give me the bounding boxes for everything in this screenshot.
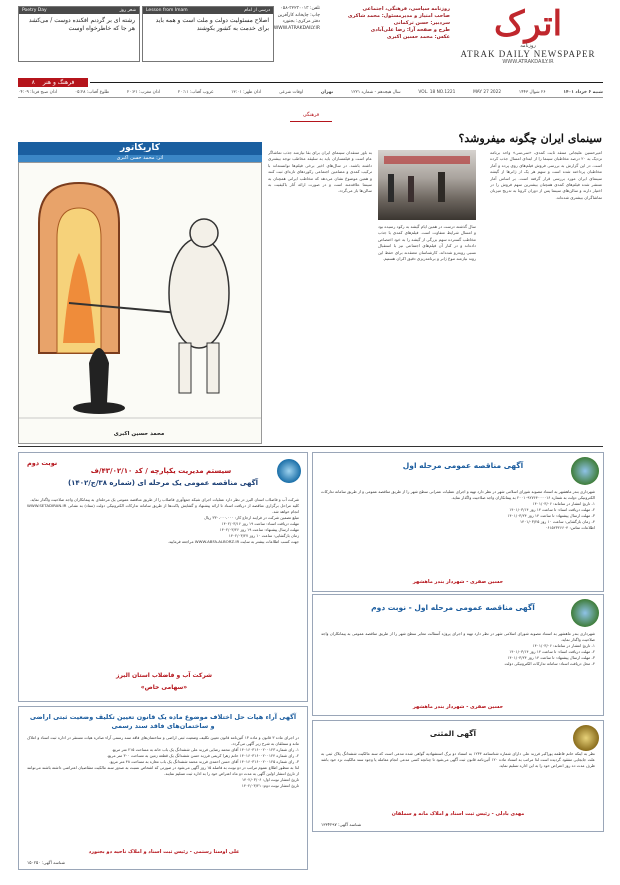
land-dispute-ad-title: آگهی آراء هیات حل اختلاف موضوع ماده یک قانون تعیین تکلیف وضعیت ثبتی اراضی و ساختمان‌های فاقد سند رسمی [29, 713, 297, 730]
lesson-title: Lesson from Imam [146, 8, 188, 13]
ad-line: در اجرای ماده ۳ قانون و ماده ۱۳ آئین‌نامه قانون تعیین تکلیف وضعیت ثبتی اراضی و ساختمان‌های فاقد سند رسمی آراء صادره هیات مستقر در اداره ثبت اسناد و املاک مانه و سملقان به شرح زیر آگهی می‌گردد. [27, 735, 299, 746]
section-divider [18, 446, 603, 447]
cartoon-title: کاریکاتور [18, 142, 262, 155]
ad-line: شهرداری بندر ماهشهر به استناد مصوبه شورای اسلامی شهر در نظر دارد تهیه و اجرای عملیات عمرانی سطح شهر را از طریق مناقصه عمومی و از طریق سامانه تدارکات الکترونیکی دولت به شماره ۲۰۰۱۰۹۲۷۶۴۰۰۰۰۱۶ به پیمانکاران واجد صلاحیت واگذار نماید. [321, 489, 595, 500]
info2-line: دفتر مرکزی: بجنورد [282, 19, 320, 24]
ad-line: ۲- رای شماره ۱۴۰۱۶۰۳۱۶۰۰۲۰۰۱۲۴ خانم زهرا کریمی فرزند حسن ششدانگ یک قطعه زمین به مساحت ۳۰۰ متر مربع. [106, 753, 299, 758]
page-number: ۸ [31, 79, 35, 86]
registry-emblem-icon [573, 725, 599, 751]
ad-line: کلیه مراحل برگزاری مناقصه از دریافت اسناد تا ارائه پیشنهاد و گشایش پاکت‌ها از طریق سامانه تدارکات الکترونیکی دولت (ستاد) به نشانی WWW.SETADIRAN.IR انجام خواهد شد. [27, 503, 299, 514]
date-item: غروب آفتاب: ۲۰:۱۱ [177, 90, 214, 95]
land-dispute-ad-signature: علی اوستا رستمی - رئیس ثبت اسناد و املاک ناحیه دو بجنورد [88, 849, 240, 855]
water-tender-ad-subtitle: آگهی مناقصه عمومی یک مرحله ای (شماره ۳۸/ج/۱۴۰۲) [67, 479, 259, 487]
ad-line: ۱- تاریخ انتشار در سامانه: ۱۴۰۱/۰۳/۰۶ [532, 501, 595, 506]
lesson-text: اصلاح مسئولیت دولت و ملت است و همه باید برای خدمت به کشور بکوشند [155, 17, 269, 32]
tender-ad-2-title: آگهی مناقصه عمومی مرحله اول - نوبت دوم [371, 603, 535, 612]
info-line: صاحب امتیاز و مدیرمسئول: محمد شاکری [347, 13, 450, 19]
poetry-box [18, 6, 140, 62]
water-tender-ad-title: سیستم مدیریت یکپارچه / کد ۴۳/۰۲/۱۰/ف [90, 467, 232, 475]
article-column-1: امیرحسین علیجانی منتقد ثابت کمدی، «سی‌سی» واحد برنامه نزدیک به ۲۰ درصد مخاطبان سینما را از ابتدای امسال جذب کرده است. در این گزارش به بررسی فروش فیلم‌های روی پرده و آمار مخاطبان پرداخته شده است و سهم هر یک از ژانرها از گیشه سینمای ایران مورد بررسی قرار گرفته است. بر اساس آمار منتشر شده فیلم‌های کمدی همچنان بیشترین سهم فروش را در اختیار دارند و سالن‌های سینما پس از دوران کرونا به تدریج میزبان تماشاگران بیشتری شده‌اند. [490, 150, 602, 200]
cartoon-image [18, 162, 262, 444]
info2-line: WWW.ATRAKDAILY.IR [273, 25, 320, 31]
date-item: اذان ظهر: ۱۳:۰۱ [231, 90, 262, 95]
cinema-photo [378, 150, 476, 220]
water-tender-ad-org-type: «سهامی خاص» [140, 684, 188, 691]
date-item: طلوع آفتاب: ۰۵:۲۸ [74, 90, 110, 95]
masthead-info [300, 6, 450, 41]
ad-line: تاریخ انتشار نوبت دوم: ۱۴۰۲/۰۳/۲۱ [241, 783, 299, 788]
logo-text: اترک [493, 4, 563, 44]
tender-ad-1-title: آگهی مناقصه عمومی مرحله اول [402, 461, 524, 470]
logo-english: ATRAK DAILY NEWSPAPER [460, 49, 596, 60]
date-item: VOL. 18 NO.1221 [418, 90, 456, 95]
lesson-box [142, 6, 274, 62]
date-item: اذان صبح فردا: ۰۴:۰۹ [18, 90, 58, 95]
ad-line: ۲- مهلت دریافت اسناد: تا ساعت ۱۴ روز ۱۴۰۱/۰۳/۱۴ [509, 507, 595, 512]
info-line: عکس: محمد حسین اکبری [386, 34, 450, 40]
ad-line: ۲- مهلت دریافت اسناد: تا ساعت ۱۴ روز ۱۴۰۱/۰۳/۱۴ [509, 649, 595, 654]
lost-deed-ad [312, 720, 604, 832]
ad-line: ۱- رای شماره ۱۴۰۱۶۰۳۱۶۰۰۲۰۰۱۲۳ آقای محمد رضایی فرزند علی ششدانگ یک باب خانه به مساحت ۲۱۵ متر مربع. [111, 747, 299, 752]
ad-line: ۳- رای شماره ۱۴۰۱۶۰۳۱۶۰۰۲۰۰۱۲۵ آقای حسن احمدی فرزند محمد ششدانگ یک باب مغازه به مساحت ۴۸ متر مربع. [109, 759, 299, 764]
poetry-title: Poetry Day [22, 8, 47, 13]
ad-line: شرکت آب و فاضلاب استان البرز در نظر دارد عملیات اجرای شبکه جمع‌آوری فاضلاب را از طریق مناقصه عمومی یک مرحله‌ای به پیمانکاران واجد صلاحیت واگذار نماید. [29, 497, 299, 502]
ad-line: شهرداری بندر ماهشهر به استناد مصوبه شورای اسلامی شهر در نظر دارد تهیه و اجرای پروژه آسفالت معابر سطح شهر را از طریق مناقصه عمومی به پیمانکاران واجد صلاحیت واگذار نماید. [321, 631, 595, 642]
tender-ad-1-signature: حسین صفری - شهردار بندر ماهشهر [412, 579, 504, 585]
department-label: فرهنگی [290, 112, 332, 122]
water-tender-ad-org: شرکت آب و فاضلاب استان البرز [115, 672, 213, 679]
ad-line: ۴- زمان بازگشایی: ساعت ۱۰ روز ۱۴۰۱/۰۳/۲۵ [520, 519, 595, 524]
municipality-emblem-icon [571, 599, 599, 627]
cartoon-author: اثر: محمد حسن اکبری [18, 155, 262, 162]
date-item: MAY 27 2022 [473, 90, 502, 95]
tender-ad-2-signature: حسین صفری - شهردار بندر ماهشهر [412, 704, 504, 710]
ad-line: ۱- تاریخ انتشار در سامانه: ۱۴۰۱/۰۳/۰۶ [532, 643, 595, 648]
masthead-logo [458, 4, 598, 72]
cartoon-signature: محمد حسین اکبری [113, 431, 165, 437]
ad-line: مهلت دریافت اسناد: ساعت ۱۹ روز ۱۴۰۲/۰۳/۱۶ [221, 521, 299, 526]
article-column-3: به باور منتقدان سینمای ایران برای بقا نیازمند جذب تماشاگر عام است و فیلمسازان باید به سلیقه مخاطب توجه بیشتری داشته باشند. در سال‌های اخیر برخی فیلم‌ها توانسته‌اند با ترکیب کمدی و مضامین اجتماعی رکوردهای تازه‌ای ثبت کنند و همین موضوع نشان می‌دهد که مخاطب ایرانی همچنان به سینما علاقه‌مند است و در صورت ارائه آثار باکیفیت به سالن‌ها باز می‌گردد. [268, 150, 372, 194]
date-item: سال هیجدهم - شماره ۱۲۲۱ [350, 90, 401, 95]
article-headline: سینمای ایران چگونه میفروشد؟ [458, 132, 602, 145]
lost-deed-ad-ref: شناسه آگهی: ۱۳۳۴۲۹۷ [321, 821, 362, 827]
date-item: ۲۶ شوال ۱۴۴۳ [518, 90, 546, 95]
tender-ad-2 [312, 594, 604, 716]
ad-line: ۴- محل دریافت اسناد: سامانه تدارکات الکترونیکی دولت [504, 661, 595, 666]
poetry-text: رشته ای بر گردنم افکنده دوست / می‌کشد هر جا که خاطرخواه اوست [28, 17, 135, 32]
land-dispute-ad-ref: شناسه آگهی: ۱۵۰۲۵۰ [27, 859, 65, 865]
info-line: طرح و صفحه آرا: رضا علی‌آبادی [370, 27, 450, 33]
water-tender-ad [18, 452, 308, 702]
section-bar [18, 78, 603, 88]
ad-line: مبلغ تضمین شرکت در فرایند ارجاع کار: ۳۳۰،۰۰۰،۰۰۰ ریال [204, 515, 299, 520]
logo-website: WWW.ATRAKDAILY.IR [502, 59, 554, 66]
ad-line: نظر به اینکه خانم فاطمه پوراکبر فرزند علی دارای شماره شناسنامه ۱۲۳۴ به استناد دو برگ استشهادیه گواهی شده مدعی است که سند مالکیت ششدانگ پلاک ثبتی به علت جابجایی مفقود گردیده است لذا مراتب به استناد ماده ۱۲۰ آئین‌نامه قانون ثبت آگهی می‌شود تا چنانچه کسی مدعی انجام معامله یا وجود سند مالکیت نزد خود باشد ظرف مدت ده روز اعتراض خود را به این اداره تسلیم نماید. [321, 751, 596, 768]
ad-line: لذا به منظور اطلاع عموم مراتب در دو نوبت به فاصله ۱۵ روز آگهی می‌شود در صورتی که اشخاص نسبت به صدور سند مالکیت متقاضیان اعتراضی داشته باشند می‌توانند از تاریخ انتشار اولین آگهی به مدت دو ماه اعتراض خود را به اداره ثبت تسلیم نمایند. [27, 765, 300, 776]
ad-line: تاریخ انتشار نوبت اول: ۱۴۰۲/۰۳/۰۶ [242, 777, 299, 782]
info-line: روزنامه سیاسی، فرهنگی، اجتماعی [362, 6, 450, 12]
logo-sub: روزنامه [520, 43, 536, 49]
date-bar [18, 89, 603, 98]
tender-ad-1 [312, 452, 604, 592]
info2-line: چاپ: چاپخانه کارآفرین [277, 12, 320, 18]
ad-line: ۳- مهلت ارسال پیشنهاد: تا ساعت ۱۴ روز ۱۴۰۱/۰۳/۲۴ [507, 513, 595, 518]
ad-line: اطلاعات تماس: ۰۶۱۵۲۳۲۶۶۰۴ [545, 525, 595, 530]
poetry-title-fa: شعر روز [119, 8, 136, 13]
info-line: سردبیر: حسن ترکمانی [393, 20, 450, 26]
ad-line: مهلت ارسال پیشنهاد: ساعت ۱۹ روز ۱۴۰۲/۰۳/۲۶ [219, 527, 299, 532]
section-label [18, 78, 88, 87]
date-item: اذان مغرب: ۲۰:۳۱ [126, 90, 161, 95]
article-column-2: سال گذشته درست در همین ایام گیشه به رکود رسیده بود و امسال شرایط متفاوت است. فیلم‌های کمدی با جذب مخاطب گسترده سهم بزرگی از گیشه را به خود اختصاص داده‌اند و در کنار آن فیلم‌های اجتماعی نیز با استقبال نسبی روبه‌رو شده‌اند. کارشناسان معتقدند برای حفظ این روند نیازمند تنوع ژانر و برنامه‌ریزی دقیق اکران هستیم. [378, 224, 476, 262]
info2-line: تلفن: ۳۲۲۳۰۰۱۳-۰۵۸ [280, 6, 320, 11]
land-dispute-ad [18, 706, 308, 870]
date-item: اوقات شرعی [278, 90, 304, 95]
ad-line: زمان بازگشایی: ساعت ۱۰ روز ۱۴۰۲/۰۳/۲۷ [228, 533, 299, 538]
section-rule [90, 82, 603, 83]
date-item: تهران [320, 90, 334, 95]
date-item: شنبه ۶ خرداد ۱۴۰۱ [563, 90, 603, 95]
section-name: فرهنگ و هنر [42, 79, 75, 86]
ad-line: جهت کسب اطلاعات بیشتر به سایت WWW.ABFA-ALBORZ.IR مراجعه فرمایید. [167, 539, 299, 544]
lost-deed-ad-signature: مهدی بادلی - رئیس ثبت اسناد و املاک مانه و سملقان [391, 811, 525, 817]
municipality-emblem-icon [571, 457, 599, 485]
lesson-title-fa: درسی از امام [244, 8, 270, 13]
lost-deed-ad-title: آگهی المثنی [429, 729, 477, 738]
ad-line: ۳- مهلت ارسال پیشنهاد: تا ساعت ۱۴ روز ۱۴۰۱/۰۳/۲۴ [507, 655, 595, 660]
cartoon-drawing [19, 163, 261, 443]
water-tender-ad-tag: نوبت دوم [27, 459, 58, 467]
